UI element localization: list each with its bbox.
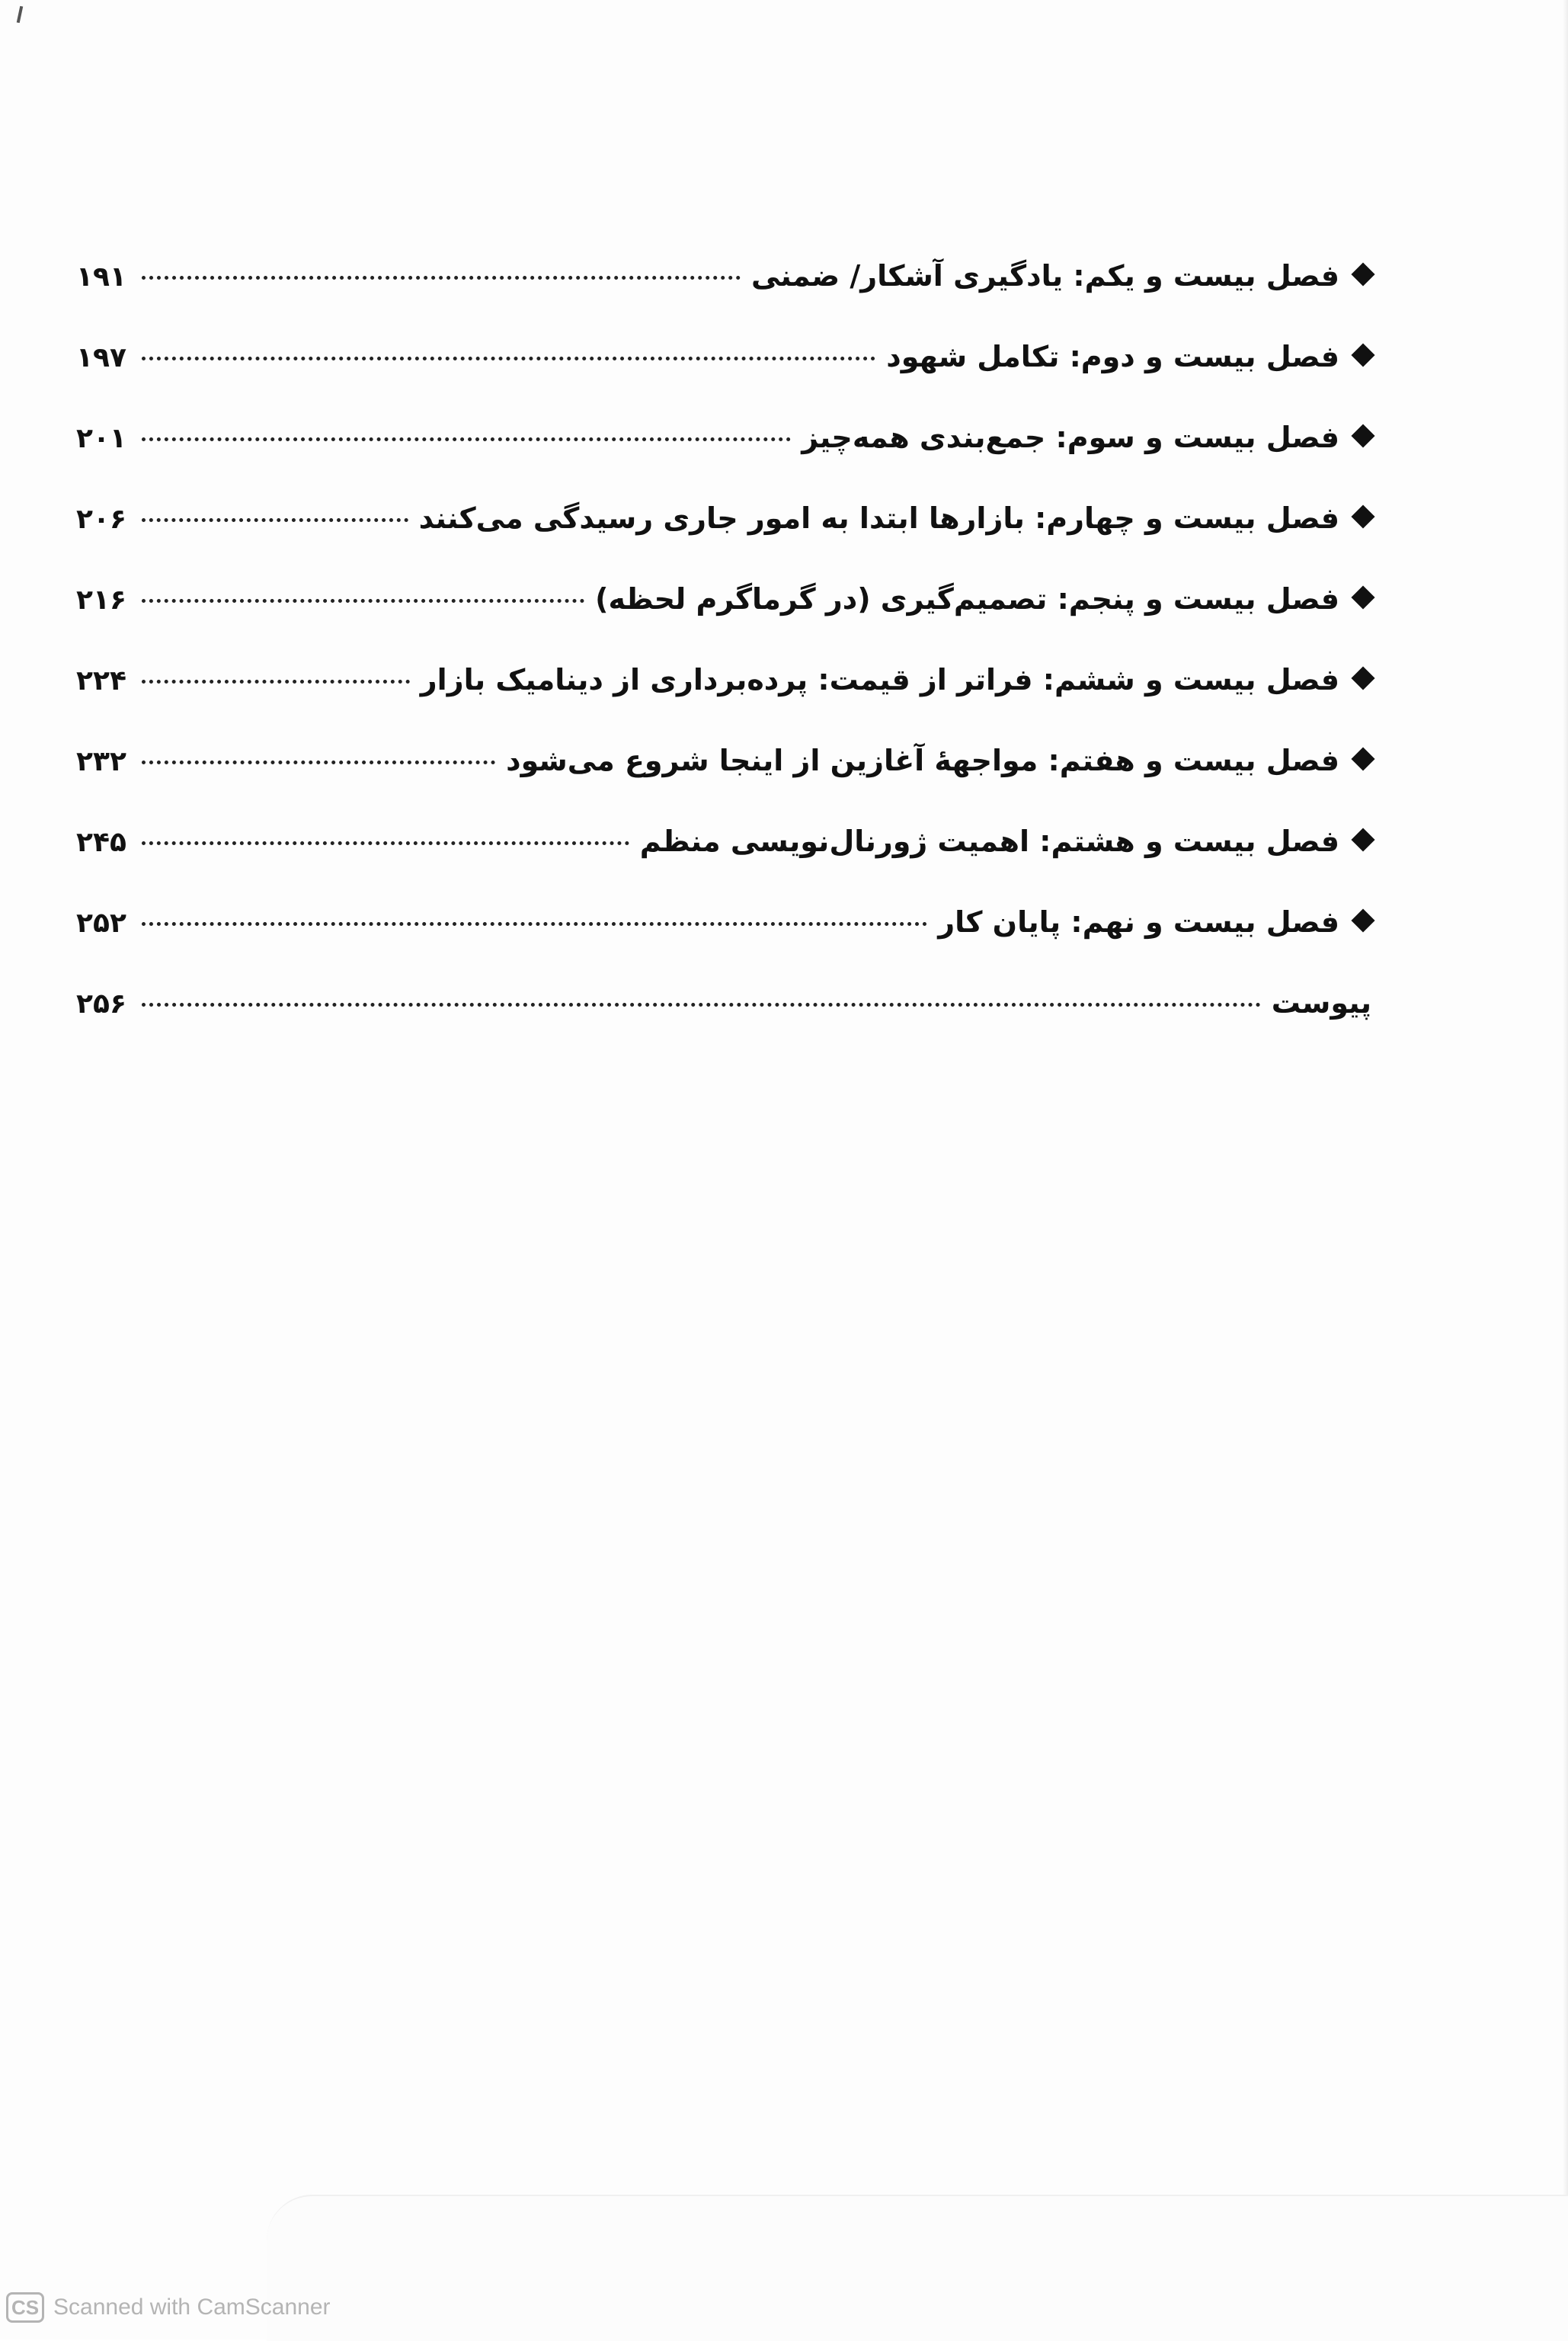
corner-mark	[17, 6, 23, 23]
toc-page-number: ۲۵۲	[76, 908, 126, 939]
toc-title-text: پیوست	[1271, 986, 1371, 1020]
toc-entry	[76, 582, 1371, 663]
toc-title	[640, 825, 1371, 858]
diamond-bullet-icon	[1351, 343, 1374, 367]
table-of-contents	[76, 259, 1371, 1067]
toc-entry	[76, 744, 1371, 825]
toc-entry	[76, 986, 1371, 1067]
diamond-bullet-icon	[1351, 585, 1374, 609]
diamond-bullet-icon	[1351, 828, 1374, 851]
dot-leader	[142, 518, 408, 522]
dot-leader	[142, 437, 791, 441]
diamond-bullet-icon	[1351, 424, 1374, 447]
toc-title	[421, 663, 1371, 697]
toc-entry	[76, 663, 1371, 744]
toc-title	[802, 421, 1371, 454]
dot-leader	[142, 680, 410, 684]
dot-leader	[142, 922, 927, 926]
dot-leader	[142, 357, 875, 360]
toc-title	[595, 582, 1371, 616]
watermark-text: Scanned with CamScanner	[53, 2295, 331, 2320]
toc-title-text: فصل بیست و هفتم: مواجههٔ آغازین از اینجا شروع می‌شود	[506, 744, 1339, 777]
toc-title-text: فصل بیست و چهارم: بازارها ابتدا به امور جاری رسیدگی می‌کنند	[418, 501, 1339, 535]
diamond-bullet-icon	[1351, 747, 1374, 770]
diamond-bullet-icon	[1351, 504, 1374, 528]
toc-title-text: فصل بیست و نهم: پایان کار	[938, 905, 1339, 939]
toc-title	[1272, 986, 1371, 1020]
diamond-bullet-icon	[1351, 666, 1374, 690]
toc-title	[886, 340, 1371, 373]
toc-page-number: ۲۳۲	[76, 746, 126, 777]
dot-leader	[142, 276, 741, 280]
scanner-watermark	[6, 2292, 331, 2323]
dot-leader	[142, 761, 495, 764]
toc-page-number: ۲۱۶	[76, 584, 126, 616]
toc-title-text: فصل بیست و ششم: فراتر از قیمت: پرده‌برداری از دینامیک بازار	[420, 663, 1339, 697]
page-edge	[1562, 0, 1568, 2339]
toc-title-text: فصل بیست و هشتم: اهمیت ژورنال‌نویسی منظم	[639, 825, 1339, 858]
diamond-bullet-icon	[1351, 908, 1374, 932]
toc-entry	[76, 340, 1371, 421]
diamond-bullet-icon	[1351, 262, 1374, 286]
toc-title	[506, 744, 1371, 777]
toc-page-number: ۲۵۶	[76, 988, 126, 1020]
toc-page-number: ۲۰۱	[76, 423, 126, 454]
toc-entry	[76, 421, 1371, 501]
camscanner-logo-icon: CS	[6, 2292, 44, 2323]
toc-entry	[76, 501, 1371, 582]
toc-title	[751, 259, 1371, 293]
toc-page-number: ۱۹۷	[76, 342, 126, 373]
toc-title-text: فصل بیست و پنجم: تصمیم‌گیری (در گرماگرم لحظه)	[595, 582, 1339, 616]
dot-leader	[142, 599, 584, 603]
toc-page-number: ۲۰۶	[76, 504, 126, 535]
toc-title	[938, 905, 1371, 939]
toc-entry	[76, 259, 1371, 340]
toc-page-number: ۲۲۴	[76, 665, 126, 697]
toc-title-text: فصل بیست و یکم: یادگیری آشکار/ ضمنی	[750, 259, 1339, 293]
toc-title	[419, 501, 1371, 535]
dot-leader	[142, 1003, 1261, 1007]
page-fold-shadow	[267, 2195, 1568, 2341]
toc-title-text: فصل بیست و دوم: تکامل شهود	[886, 340, 1339, 373]
toc-entry	[76, 905, 1371, 986]
toc-page-number: ۲۴۵	[76, 827, 126, 858]
toc-title-text: فصل بیست و سوم: جمع‌بندی همه‌چیز	[802, 421, 1339, 454]
toc-entry	[76, 825, 1371, 905]
dot-leader	[142, 841, 629, 845]
toc-page-number: ۱۹۱	[76, 261, 126, 293]
